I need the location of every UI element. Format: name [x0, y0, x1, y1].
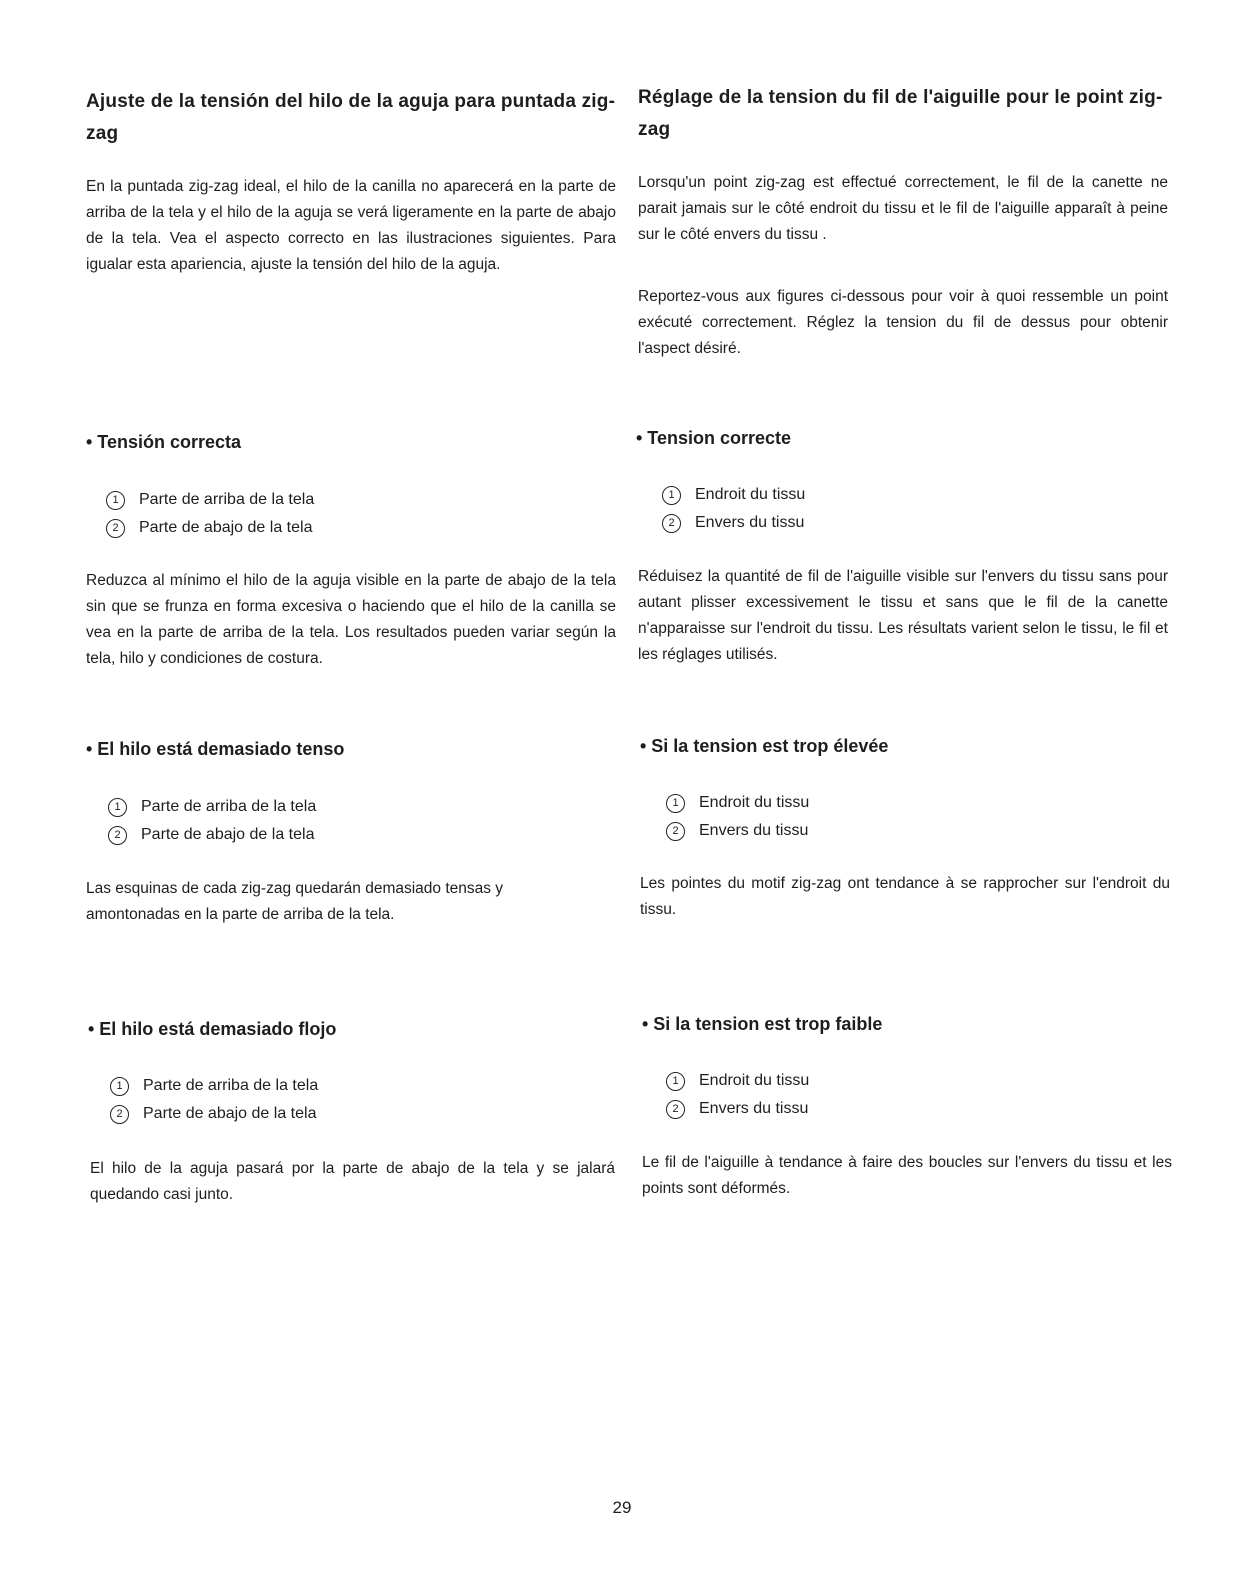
fr-text-high: Les pointes du motif zig-zag ont tendance à se rapprocher sur l'endroit du tissu.	[640, 875, 1170, 918]
list-item	[110, 1072, 640, 1100]
fr-text-correct: Réduisez la quantité de fil de l'aiguille visible sur l'envers du tissu sans pour autant plisser excessivement le tissu et sans que le fil de la canette n'apparaisse sur l'endroit du tissu. Les résultats varient selon le tissu, le fil et les réglages utilisés.	[638, 568, 1168, 663]
fr-list-correct	[662, 481, 1192, 537]
number-2-icon: 2	[666, 1100, 685, 1119]
number-2-icon: 2	[110, 1105, 129, 1124]
list-item-label: Envers du tissu	[699, 822, 809, 839]
list-item-label: Parte de abajo de la tela	[141, 826, 315, 843]
es-heading-tight: • El hilo está demasiado tenso	[86, 739, 345, 759]
fr-text-low: Le fil de l'aiguille à tendance à faire des boucles sur l'envers du tissu et les points sont déformés.	[642, 1154, 1172, 1197]
fr-heading-correct: • Tension correcte	[636, 428, 792, 448]
number-2-icon: 2	[662, 514, 681, 533]
fr-intro: Lorsqu'un point zig-zag est effectué correctement, le fil de la canette ne parait jamais sur le côté endroit du tissu et le fil de l'aiguille apparaît à peine sur le côté envers du tissu .	[638, 174, 1168, 243]
es-title: Ajuste de la tensión del hilo de la aguja para puntada zig-zag	[86, 91, 616, 144]
list-item-label: Parte de arriba de la tela	[141, 798, 317, 815]
list-item	[106, 486, 636, 514]
es-text-loose: El hilo de la aguja pasará por la parte de abajo de la tela y se jalará quedando casi junto.	[90, 1160, 615, 1203]
page-number: 29	[612, 1498, 632, 1517]
number-1-icon: 1	[108, 798, 127, 817]
es-intro: En la puntada zig-zag ideal, el hilo de la canilla no aparecerá en la parte de arriba de la tela y el hilo de la aguja se verá ligeramente en la parte de abajo de la tela. Vea el aspecto correcto en las ilustraciones siguientes. Para igualar esta apariencia, ajuste la tensión del hilo de la aguja.	[86, 178, 616, 273]
fr-heading-low: • Si la tension est trop faible	[642, 1014, 883, 1034]
list-item-label: Parte de arriba de la tela	[139, 491, 315, 508]
list-item	[666, 1067, 1196, 1095]
fr-list-low	[666, 1067, 1196, 1123]
number-2-icon: 2	[108, 826, 127, 845]
number-1-icon: 1	[666, 794, 685, 813]
fr-title: Réglage de la tension du fil de l'aiguille pour le point zig-zag	[638, 87, 1163, 140]
es-heading-correct: • Tensión correcta	[86, 432, 242, 452]
number-1-icon: 1	[106, 491, 125, 510]
fr-list-high	[666, 789, 1196, 845]
list-item-label: Parte de arriba de la tela	[143, 1077, 319, 1094]
list-item-label: Envers du tissu	[699, 1100, 809, 1117]
es-list-loose	[110, 1072, 640, 1128]
number-1-icon: 1	[662, 486, 681, 505]
list-item	[108, 821, 638, 849]
list-item-label: Parte de abajo de la tela	[139, 519, 313, 536]
number-2-icon: 2	[106, 519, 125, 538]
list-item	[110, 1100, 640, 1128]
es-list-correct	[106, 486, 636, 542]
list-item-label: Envers du tissu	[695, 514, 805, 531]
list-item	[106, 514, 636, 542]
fr-intro-2: Reportez-vous aux figures ci-dessous pour voir à quoi ressemble un point exécuté correctement. Réglez la tension du fil de dessus pour obtenir l'aspect désiré.	[638, 288, 1168, 357]
list-item	[666, 817, 1196, 845]
list-item-label: Endroit du tissu	[699, 1072, 810, 1089]
list-item	[662, 509, 1192, 537]
list-item	[108, 793, 638, 821]
number-2-icon: 2	[666, 822, 685, 841]
list-item	[666, 789, 1196, 817]
number-1-icon: 1	[666, 1072, 685, 1091]
es-text-tight: Las esquinas de cada zig-zag quedarán demasiado tensas y amontonadas en la parte de arriba de la tela.	[86, 880, 504, 923]
list-item-label: Endroit du tissu	[695, 486, 806, 503]
list-item-label: Endroit du tissu	[699, 794, 810, 811]
list-item	[662, 481, 1192, 509]
number-1-icon: 1	[110, 1077, 129, 1096]
es-text-correct: Reduzca al mínimo el hilo de la aguja visible en la parte de abajo de la tela sin que se frunza en forma excesiva o haciendo que el hilo de la canilla se vea en la parte de arriba de la tela. Los resultados pueden variar según la tela, hilo y condiciones de costura.	[86, 572, 616, 667]
es-heading-loose: • El hilo está demasiado flojo	[88, 1019, 337, 1039]
list-item-label: Parte de abajo de la tela	[143, 1105, 317, 1122]
es-list-tight	[108, 793, 638, 849]
fr-heading-high: • Si la tension est trop élevée	[640, 736, 889, 756]
list-item	[666, 1095, 1196, 1123]
